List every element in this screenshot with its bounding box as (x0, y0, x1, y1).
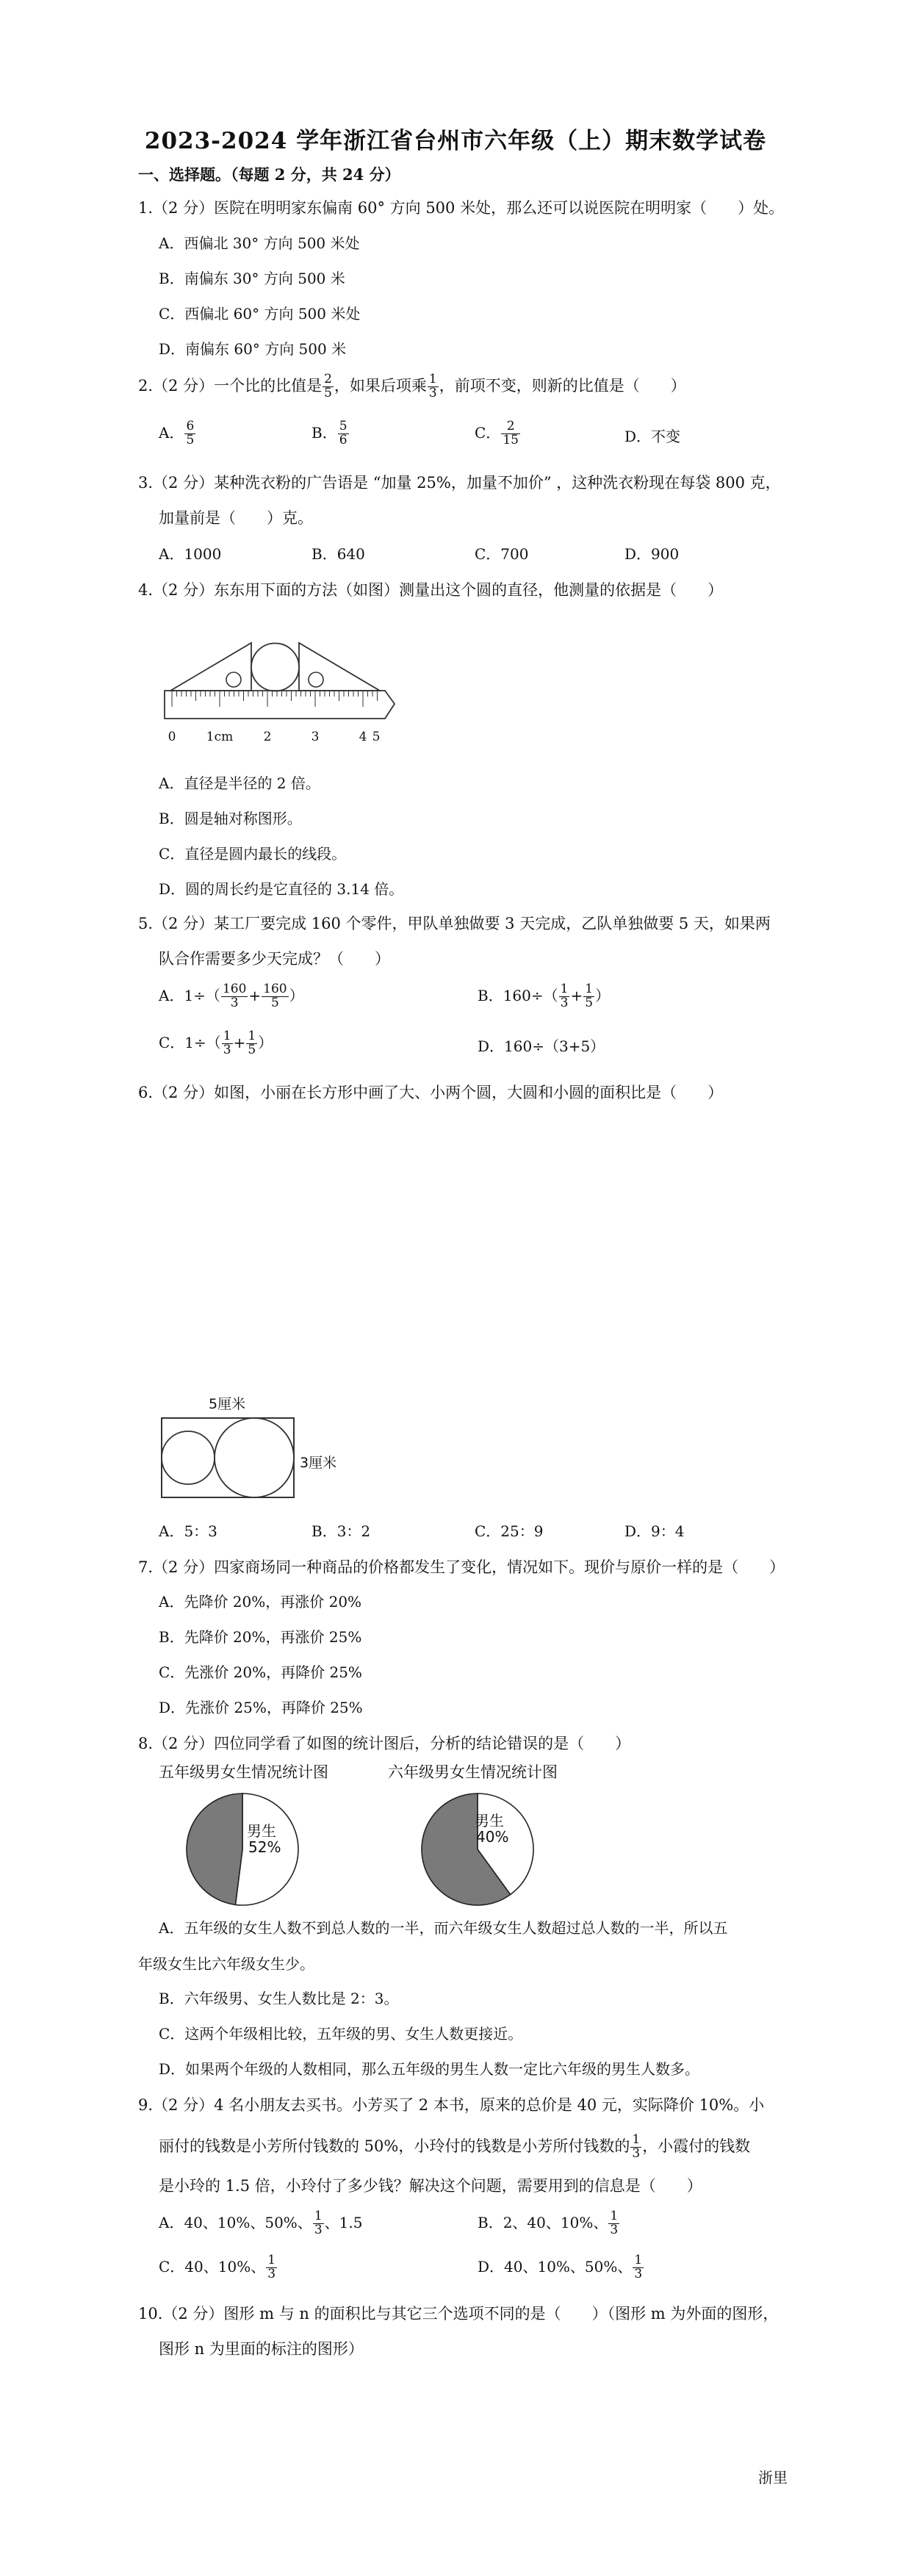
q6-option-d[interactable]: D．9：4 (624, 1522, 685, 1540)
question-2-stem: 2.（2 分）一个比的比值是 $\frac{2}{5}$ ，如果后项乘 $\frac{1}{3}$ ，前项不变，则新的比值是（ ） (138, 372, 686, 400)
q8-option-a-line1[interactable]: A．五年级的女生人数不到总人数的一半，而六年级女生人数超过总人数的一半，所以五 (159, 1919, 728, 1937)
ruler-label-1cm: 1cm (206, 730, 234, 744)
q7-option-b[interactable]: B．先降价 20%，再涨价 25% (159, 1628, 362, 1646)
q9-option-c[interactable]: C．40、10%、 $\frac{1}{3}$ (159, 2253, 276, 2281)
ruler-label-2: 2 (263, 730, 272, 744)
question-10-line1: 10.（2 分）图形 m 与 n 的面积比与其它三个选项不同的是（ ）（图形 m 为外面的图形， (138, 2305, 779, 2323)
question-8-stem: 8.（2 分）四位同学看了如图的统计图后，分析的结论错误的是（ ） (138, 1735, 631, 1752)
question-5-stem-line1: 5.（2 分）某工厂要完成 160 个零件，甲队单独做要 3 天完成，乙队单独做要 5 天，如果两 (138, 915, 771, 932)
q2-option-c[interactable]: C． $\frac{2}{15}$ (475, 419, 519, 447)
q9-option-a[interactable]: A．40、10%、50%、 $\frac{1}{3}$ 、1.5 (159, 2209, 363, 2237)
q7-option-d[interactable]: D．先涨价 25%，再降价 25% (159, 1699, 363, 1716)
ruler-label-4: 4 (359, 730, 367, 744)
pie-chart-grade5 (176, 1787, 309, 1912)
footer-mark: 浙里 (758, 2469, 788, 2486)
rect-width-label: 5厘米 (209, 1396, 246, 1412)
question-10-line2: 图形 n 为里面的标注的图形） (159, 2340, 364, 2358)
q7-option-a[interactable]: A．先降价 20%，再涨价 20% (159, 1593, 362, 1611)
pie2-boys-pct: 40% (476, 1828, 509, 1846)
q1-option-d[interactable]: D．南偏东 60° 方向 500 米 (159, 340, 347, 358)
q9-option-b[interactable]: B．2、40、10%、 $\frac{1}{3}$ (478, 2209, 619, 2237)
q4-option-a[interactable]: A．直径是半径的 2 倍。 (159, 774, 320, 792)
q1-option-c[interactable]: C．西偏北 60° 方向 500 米处 (159, 305, 361, 323)
ruler-label-0: 0 (168, 730, 176, 744)
question-1-stem: 1.（2 分）医院在明明家东偏南 60° 方向 500 米处，那么还可以说医院在明明家（ ）处。 (138, 199, 785, 217)
pie1-boys-label: 男生 (247, 1822, 276, 1840)
q4-option-d[interactable]: D．圆的周长约是它直径的 3.14 倍。 (159, 880, 404, 898)
question-9-line1: 9.（2 分）4 名小朋友去买书。小芳买了 2 本书，原来的总价是 40 元，实际降价 10%。小 (138, 2096, 765, 2114)
question-4-stem: 4.（2 分）东东用下面的方法（如图）测量出这个圆的直径，他测量的依据是（ ） (138, 581, 724, 599)
q5-option-a[interactable]: A．1÷（ $\frac{160}{3}$ + $\frac{160}{5}$ ） (159, 982, 304, 1010)
q1-option-b[interactable]: B．南偏东 30° 方向 500 米 (159, 270, 345, 287)
q6-option-c[interactable]: C．25：9 (475, 1522, 544, 1540)
q7-option-c[interactable]: C．先涨价 20%，再降价 25% (159, 1663, 362, 1681)
chart-title-grade6: 六年级男女生情况统计图 (388, 1763, 558, 1781)
rectangle-circles-figure (154, 1411, 301, 1499)
question-9-line2: 丽付的钱数是小芳所付钱数的 50%，小玲付的钱数是小芳所付钱数的 $\frac{1}{3}$ ，小霞付的钱数 (159, 2132, 751, 2161)
q3-option-c[interactable]: C．700 (475, 545, 529, 563)
question-5-stem-line2: 队合作需要多少天完成？（ ） (159, 950, 390, 968)
q8-option-c[interactable]: C．这两个年级相比较，五年级的男、女生人数更接近。 (159, 2025, 523, 2043)
rect-height-label: 3厘米 (300, 1455, 337, 1471)
fraction: $\frac{1}{3}$ (428, 372, 437, 400)
q5-option-b[interactable]: B．160÷（ $\frac{1}{3}$ + $\frac{1}{5}$ ） (478, 982, 611, 1010)
pie-slice-girls (187, 1794, 242, 1904)
q2-option-a[interactable]: A． $\frac{6}{5}$ (159, 419, 195, 447)
q3-option-a[interactable]: A．1000 (159, 545, 222, 563)
q5-option-c[interactable]: C．1÷（ $\frac{1}{3}$ + $\frac{1}{5}$ ） (159, 1029, 273, 1057)
q6-option-a[interactable]: A．5：3 (159, 1522, 217, 1540)
q8-option-b[interactable]: B．六年级男、女生人数比是 2：3。 (159, 1990, 399, 2007)
pie2-boys-label: 男生 (475, 1812, 504, 1830)
q3-option-b[interactable]: B．640 (312, 545, 365, 563)
q9-option-d[interactable]: D．40、10%、50%、 $\frac{1}{3}$ (478, 2253, 643, 2281)
q6-option-b[interactable]: B．3：2 (312, 1522, 371, 1540)
section-heading: 一、选择题。（每题 2 分，共 24 分） (138, 165, 400, 184)
ruler-ticks (172, 691, 378, 707)
q8-option-d[interactable]: D．如果两个年级的人数相同，那么五年级的男生人数一定比六年级的男生人数多。 (159, 2060, 700, 2078)
q8-option-a-line2: 年级女生比六年级女生少。 (138, 1955, 314, 1973)
q2-option-d[interactable]: D．不变 (624, 428, 681, 445)
q3-option-d[interactable]: D．900 (624, 545, 680, 563)
q4-option-b[interactable]: B．圆是轴对称图形。 (159, 810, 302, 827)
q5-option-d[interactable]: D．160÷（3+5） (478, 1037, 605, 1055)
ruler-triangles-figure (156, 608, 420, 755)
q1-option-a[interactable]: A．西偏北 30° 方向 500 米处 (159, 234, 360, 252)
q2-option-b[interactable]: B． $\frac{5}{6}$ (312, 419, 348, 447)
pie1-boys-pct: 52% (248, 1838, 281, 1856)
page-title: 2023-2024 学年浙江省台州市六年级（上）期末数学试卷 (144, 128, 767, 154)
question-9-line3: 是小玲的 1.5 倍，小玲付了多少钱？解决这个问题，需要用到的信息是（ ） (159, 2177, 702, 2195)
q4-option-c[interactable]: C．直径是圆内最长的线段。 (159, 845, 347, 863)
chart-title-grade5: 五年级男女生情况统计图 (159, 1763, 328, 1781)
question-6-stem: 6.（2 分）如图，小丽在长方形中画了大、小两个圆，大圆和小圆的面积比是（ ） (138, 1084, 724, 1101)
question-3-stem-line2: 加量前是（ ）克。 (159, 509, 313, 527)
pie-chart-grade6 (411, 1787, 544, 1912)
fraction: $\frac{2}{5}$ (324, 372, 332, 400)
question-7-stem: 7.（2 分）四家商场同一种商品的价格都发生了变化，情况如下。现价与原价一样的是（ ） (138, 1558, 785, 1576)
question-3-stem-line1: 3.（2 分）某种洗衣粉的广告语是 “加量 25%，加量不加价” ，这种洗衣粉现在每袋 800 克， (138, 474, 781, 492)
ruler-label-3: 3 (311, 730, 320, 744)
ruler-label-5: 5 (372, 730, 381, 744)
